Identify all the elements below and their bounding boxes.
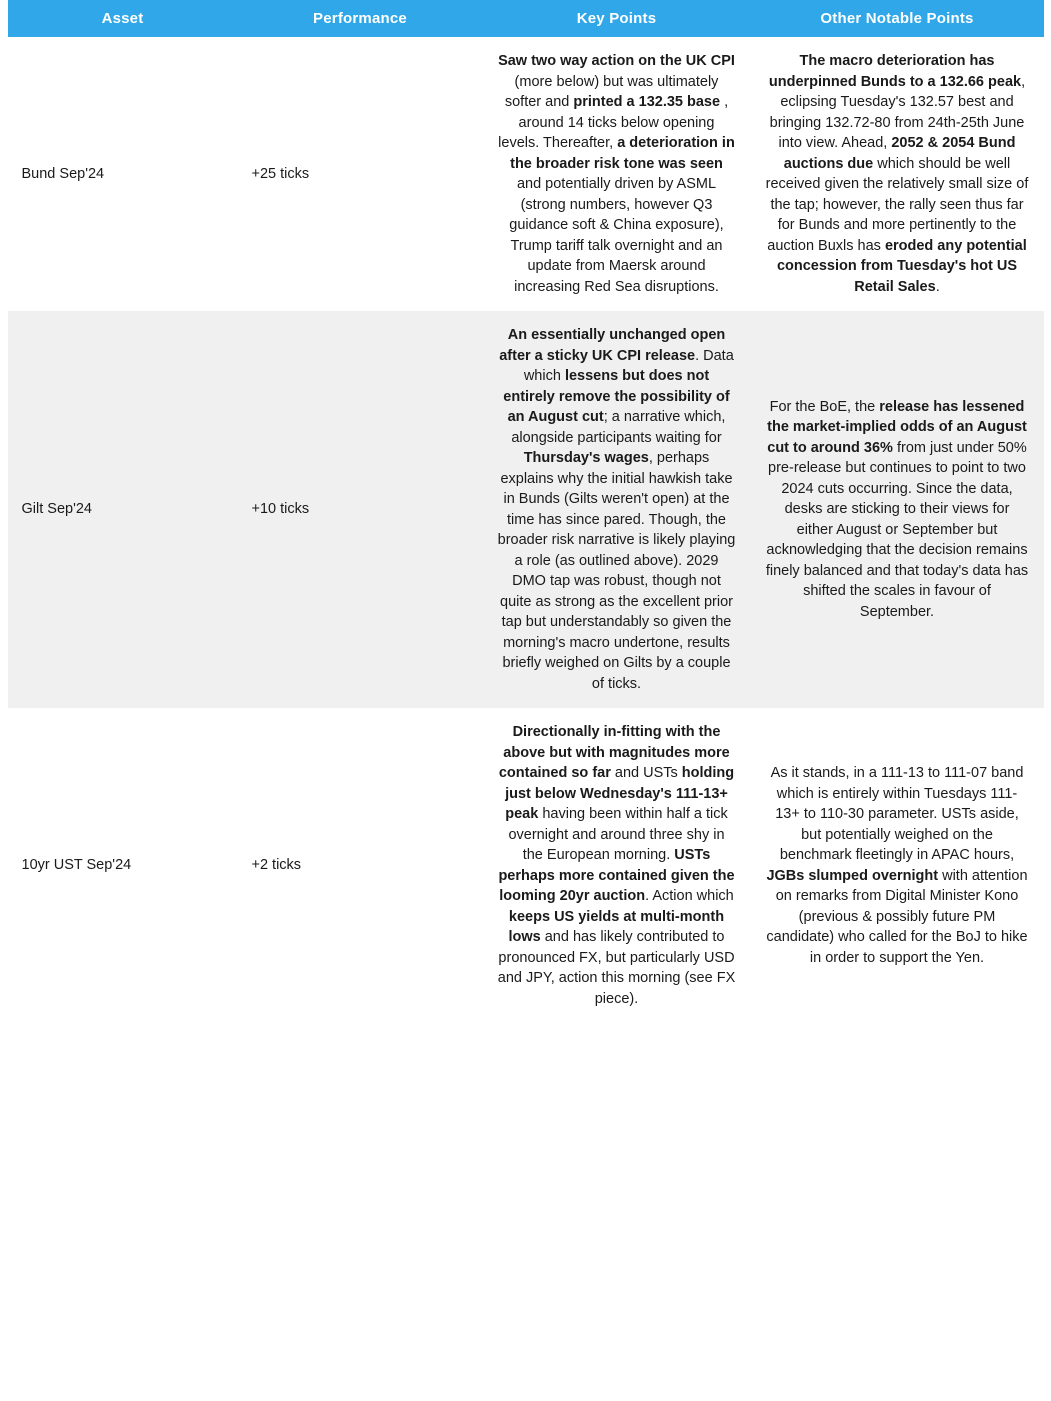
market-summary-table: [8, 0, 1044, 1023]
cell-key-points: [483, 37, 751, 311]
cell-other-notable-points: [751, 708, 1044, 1023]
other-points-text: As it stands, in a 111-13 to 111-07 band which is entirely within Tuesdays 111-13+ to 110-30 parameter. USTs aside, but potentially weighed on the benchmark fleetingly in APAC hours, JGBs slumped overnight with attention on remarks from Digital Minister Kono (previous & possibly future PM candidate) who called for the BoJ to hike in order to support the Yen.: [766, 765, 1028, 966]
cell-performance: +10 ticks: [238, 311, 483, 708]
cell-performance: +25 ticks: [251, 165, 310, 182]
table-body: [8, 37, 1044, 1023]
other-points-text: For the BoE, the release has lessened the market-implied odds of an August cut to around 36% from just under 50% pre-release but continues to point to two 2024 cuts occurring. Since the data, desks are sticking to their views for either August or September but acknowledging that the decision remains finely balanced and that today's data has shifted the scales in favour of September.: [765, 398, 1029, 620]
column-header-key-points: Key Points: [483, 0, 751, 37]
table-row: [8, 37, 1044, 311]
table-header: [8, 0, 1044, 37]
table-header-row: [8, 0, 1044, 37]
table-row: [8, 311, 1044, 708]
cell-asset: Gilt Sep'24: [8, 311, 238, 708]
key-points-text: Saw two way action on the UK CPI (more below) but was ultimately softer and printed a 132.35 base , around 14 ticks below opening levels. Thereafter, a deterioration in the broader risk tone was seen and potentially driven by ASML (strong numbers, however Q3 guidance soft & China exposure), Trump tariff talk overnight and an update from Maersk around increasing Red Sea disruptions.: [498, 53, 735, 295]
cell-key-points: [483, 708, 751, 1023]
cell-key-points: [483, 311, 751, 708]
column-header-asset: Asset: [8, 0, 238, 37]
column-header-other-notable-points: Other Notable Points: [751, 0, 1044, 37]
cell-other-notable-points: [751, 37, 1044, 311]
cell-asset: Bund Sep'24: [21, 165, 105, 182]
cell-performance: +2 ticks: [251, 857, 302, 874]
cell-other-notable-points: [751, 311, 1044, 708]
cell-asset: 10yr UST Sep'24: [21, 857, 132, 874]
other-points-text: The macro deterioration has underpinned Bunds to a 132.66 peak, eclipsing Tuesday's 132.57 best and bringing 132.72-80 from 24th-25th June into view. Ahead, 2052 & 2054 Bund auctions due which should be well received given the relatively small size of the tap; however, the rally seen thus far for Bunds and more pertinently to the auction Buxls has eroded any potential concession from Tuesday's hot US Retail Sales.: [765, 53, 1029, 295]
key-points-text: An essentially unchanged open after a sticky UK CPI release. Data which lessens but does not entirely remove the possibility of an August cut; a narrative which, alongside participants waiting for Thursday's wages, perhaps explains why the initial hawkish take in Bunds (Gilts weren't open) at the time has since pared. Though, the broader risk narrative is likely playing a role (as outlined above). 2029 DMO tap was robust, though not quite as strong as the excellent prior tap but understandably so given the morning's macro undertone, results briefly weighed on Gilts by a couple of ticks.: [497, 327, 736, 692]
table-row: [8, 708, 1044, 1023]
key-points-text: Directionally in-fitting with the above but with magnitudes more contained so far and USTs holding just below Wednesday's 111-13+ peak having been within half a tick overnight and around three shy in the European morning. USTs perhaps more contained given the looming 20yr auction. Action which keeps US yields at multi-month lows and has likely contributed to pronounced FX, but particularly USD and JPY, action this morning (see FX piece).: [497, 724, 736, 1007]
column-header-performance: Performance: [238, 0, 483, 37]
